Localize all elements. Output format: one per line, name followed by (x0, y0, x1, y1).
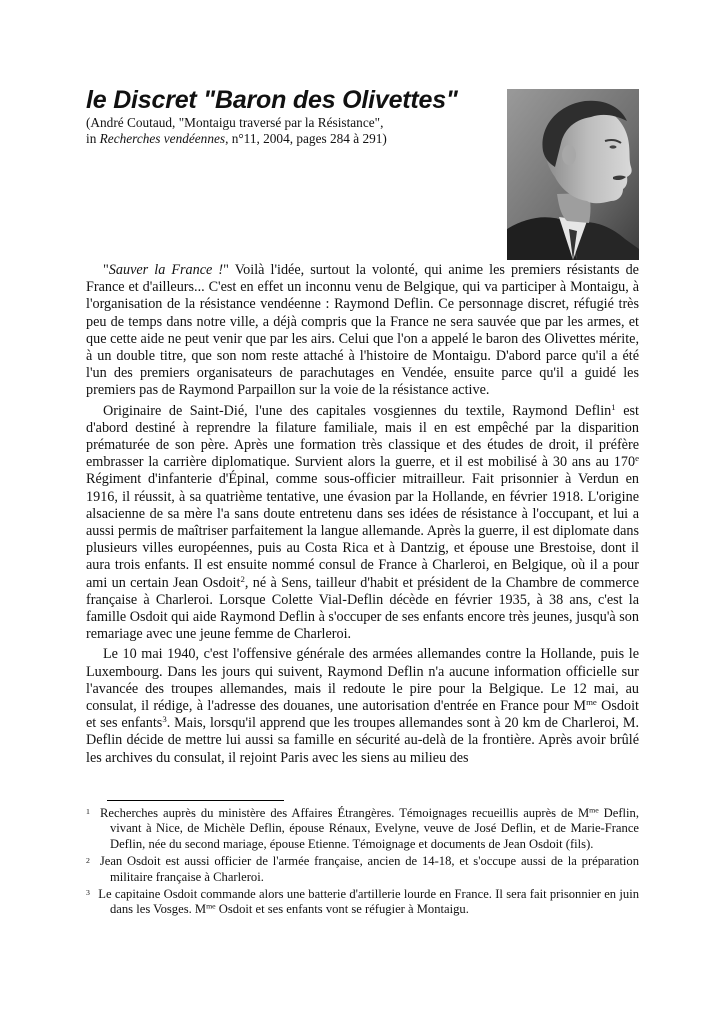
footnote-ref-3: 3 (162, 714, 167, 725)
footnote-2: $^2$ Jean Osdoit est aussi officier de l'armée française, ancien de 14-18, et s'occupe aussi de la préparation militaire française à Charleroi. (86, 854, 639, 884)
footnote-3: $^3$ Le capitaine Osdoit commande alors une batterie d'artillerie lourde en France. Il sera fait prisonnier en juin dans les Vosges. $M^{me}$ Osdoit et ses enfants vont se réfugier à Montaigu. (86, 887, 639, 917)
quote-sauver-la-france: Sauver la France ! (108, 262, 224, 278)
footnotes (86, 806, 639, 920)
article-title: le Discret "Baron des Olivettes" (86, 86, 458, 114)
paragraph-may-1940: Le 10 mai 1940, c'est l'offensive générale des armées allemandes contre la Hollande, puis le Luxembourg. Dans les jours qui suivent, Raymond Deflin n'a aucune information officielle sur l'avancée des troupes allemandes, mais il redoute le pire pour la Belgique. Le 12 mai, au consulat, il rédige, à l'adresse des douanes, une autorisation d'entrée en France pour $M^{me}$ Osdoit et ses enfants$^3$. Mais, lorsqu'il apprend que les troupes allemandes sont à 20 km de Charleroi, M. Deflin décide de mettre lui aussi sa famille en sécurité au-delà de la frontière. Après avoir brûlé les archives du consulat, il rejoint Paris avec les siens au milieu des (86, 646, 639, 766)
article-body (86, 262, 639, 770)
footnote-1: $^1$ Recherches auprès du ministère des Affaires Étrangères. Témoignages recueillis auprès de $M^{me}$ Deflin, vivant à Nice, de Michèle Deflin, épouse Rénaux, Evelyne, veuve de José Deflin, et de Marie-France Deflin, née du second mariage, épouse Etienne. Témoignage et documents de Jean Osdoit (fils). (86, 805, 639, 851)
portrait-image (507, 89, 639, 260)
footnote-divider (107, 800, 284, 801)
paragraph-biography: Originaire de Saint-Dié, l'une des capitales vosgiennes du textile, Raymond Deflin$^1$ est d'abord destiné à reprendre la filature familiale, mais il en est empêché par la disparition prématurée de son père. Après une formation très classique et des études de droit, il préfère embrasser la carrière diplomatique. Survient alors la guerre, et il est mobilisé à 30 ans au 170e Régiment d'infanterie d'Épinal, comme sous-officier mitrailleur. Fait prisonnier à Verdun en 1916, il réussit, à sa quatrième tentative, une évasion par la Hollande, en février 1918. L'origine alsacienne de sa mère l'a sans doute entretenu dans ses idées de résistance à l'occupant, et lui a aussi permis de maîtriser parfaitement la langue allemande. Après la guerre, il est diplomate dans plusieurs villes européennes, puis au Costa Rica et à Dantzig, et épouse une Brestoise, dont il aura trois enfants. Il est ensuite nommé consul de France à Charleroi, en Belgique, où il a pour ami un certain Jean Osdoit$^2$, né à Sens, tailleur d'habit et président de la Chambre de commerce française à Charleroi. Lorsque Colette Vial-Deflin décède en février 1935, à 38 ans, c'est la famille Osdoit qui aide Raymond Deflin à s'occuper de ses enfants encore très jeunes, jusqu'à son remariage avec une jeune femme de Charleroi. (86, 401, 639, 643)
footnote-ref-2: 2 (240, 573, 245, 584)
paragraph-intro: "Sauver la France !" Voilà l'idée, surtout la volonté, qui anime les premiers résistants de France et d'ailleurs... C'est en effet un inconnu venu de Belgique, qui va participer à Montaigu, à l'organisation de la résistance vendéenne : Raymond Deflin. Ce personnage discret, réfugié très peu de temps dans notre ville, a déjà compris que la France ne sera sauvée que par les armes, et que cette aide ne peut venir que par les airs. Celui que l'on a appelé le baron des Olivettes mérite, à un double titre, que son nom reste attaché à l'histoire de Montaigu. D'abord parce qu'il a été l'un des premiers organisateurs de parachutages en Vendée, ensuite parce qu'il a guidé les premiers pas de Raymond Parpaillon sur la voie de la résistance active. (86, 262, 639, 399)
journal-name: Recherches vendéennes (99, 131, 226, 146)
footnote-ref-1: 1 (611, 401, 616, 412)
source-citation (86, 115, 387, 147)
portrait-photo (507, 89, 639, 260)
source-author-line: (André Coutaud, "Montaigu traversé par la Résistance", (86, 115, 384, 130)
source-journal-line: in Recherches vendéennes, n°11, 2004, pages 284 à 291) (86, 131, 387, 146)
